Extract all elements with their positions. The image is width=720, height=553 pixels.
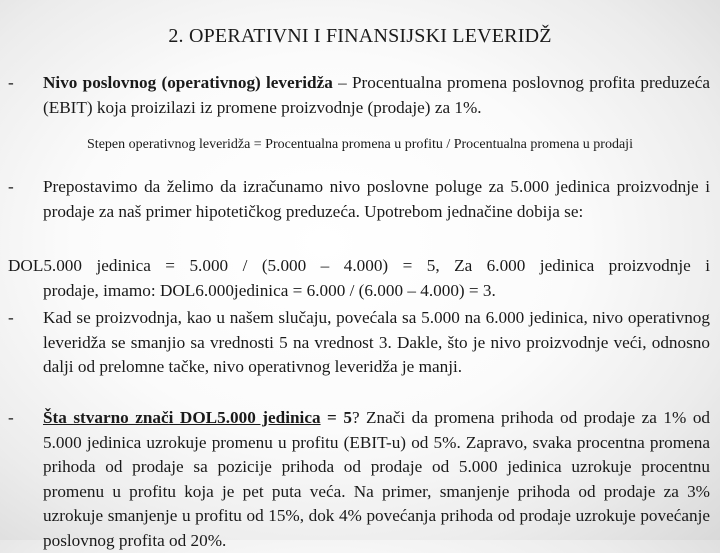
meaning-term: Šta stvarno znači DOL5.000 jedinica = 5	[43, 408, 352, 427]
definition-term: Nivo poslovnog (operativnog) leveridža	[43, 73, 333, 92]
bullet-dol-calculation	[8, 175, 710, 224]
page-title: 2. OPERATIVNI I FINANSIJSKI LEVERIDŽ	[168, 25, 552, 47]
bullet-dash: -	[8, 308, 14, 327]
dol-example-paragraph	[8, 254, 710, 303]
bullet-dol-decrease	[8, 306, 710, 380]
bullet-dash: -	[8, 73, 14, 92]
calculation-paragraph: Prepostavimo da želimo da izračunamo nivo poslovne poluge za 5.000 jedinica proizvodnje i prodaje za naš primer hipotetičkog preduzeća. Upotrebom jednačine dobija se:	[43, 177, 710, 221]
meaning-paragraph	[43, 406, 710, 553]
dol-example-rest: prodaje, imamo: DOL6.000jedinica = 6.000 / (6.000 – 4.000) = 3.	[43, 280, 496, 300]
decrease-paragraph: Kad se proizvodnja, kao u našem slučaju, povećala sa 5.000 na 6.000 jedinica, nivo operativnog leveridža se smanjio sa vrednosti 5 na vrednost 3. Dakle, što je nivo proizvodnje veći, odnosno dalji od prelomne tačke, nivo operativnog leveridža je manji.	[43, 308, 710, 376]
definition-text: – Procentualna promena poslovnog profita preduzeća (EBIT) koja proizilazi iz promene proizvodnje (prodaje) za 1%.	[43, 73, 710, 117]
dol-example-first-line: DOL5.000 jedinica = 5.000 / (5.000 – 4.000) = 5, Za 6.000 jedinica proizvodnje i	[8, 256, 710, 275]
bullet-dol-meaning	[8, 406, 710, 553]
meaning-text: ? Znači da promena prihoda od prodaje za 1% od 5.000 jedinica uzrokuje promenu u profitu (EBIT-u) od 5%. Zapravo, svaka procentna promena prihoda od prodaje sa pozicije prihoda od prodaje od 5.000 jedinica uzrokuje procentnu promenu u profitu koja je pet puta veća. Na primer, smanjenje prihoda od prodaje za 3% uzrokuje smanjenje u profitu od 15%, dok 4% povećanja prihoda od prodaje uzrokuje povećanje poslovnog profita od 20%.	[43, 408, 711, 550]
bullet-dash: -	[8, 408, 14, 427]
bullet-operating-leverage-definition	[8, 71, 710, 120]
formula-line: Stepen operativnog leveridža = Procentualna promena u profitu / Procentualna promena u prodaji	[87, 137, 633, 152]
bullet-dash: -	[8, 177, 14, 196]
definition-paragraph	[43, 71, 710, 120]
